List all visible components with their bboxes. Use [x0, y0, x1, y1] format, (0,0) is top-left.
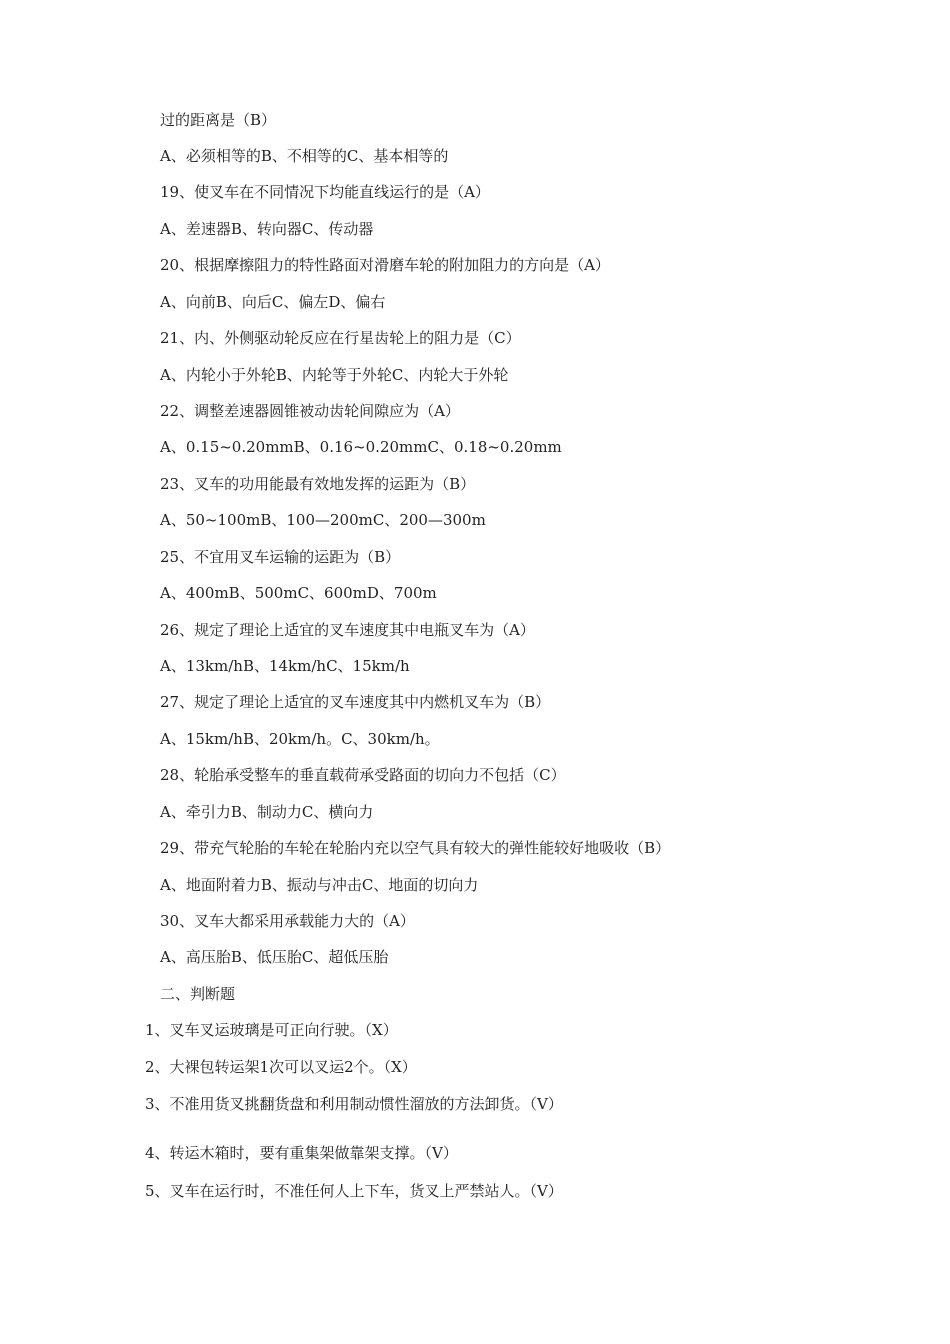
text-line: A、400mB、500mC、600mD、700m: [160, 584, 437, 602]
text-line: A、向前B、向后C、偏左D、偏右: [160, 293, 386, 311]
text-line: A、15km/hB、20km/h。C、30km/h。: [160, 730, 440, 748]
judgment-item: 4、转运木箱时，要有重集架做靠架支撑。（V）: [145, 1144, 458, 1162]
text-line: 21、内、外侧驱动轮反应在行星齿轮上的阻力是（C）: [160, 329, 521, 347]
text-line: 27、规定了理论上适宜的叉车速度其中内燃机叉车为（B）: [160, 693, 551, 711]
text-line: 过的距离是（B）: [160, 111, 277, 129]
text-line: A、13km/hB、14km/hC、15km/h: [160, 657, 410, 675]
text-line: A、地面附着力B、振动与冲击C、地面的切向力: [160, 876, 479, 894]
text-line: A、必须相等的B、不相等的C、基本相等的: [160, 147, 449, 165]
text-line: A、50~100mB、100—200mC、200—300m: [160, 511, 486, 529]
text-line: 20、根据摩擦阻力的特性路面对滑磨车轮的附加阻力的方向是（A）: [160, 256, 610, 274]
text-line: 30、叉车大都采用承载能力大的（A）: [160, 912, 415, 930]
text-line: 28、轮胎承受整车的垂直载荷承受路面的切向力不包括（C）: [160, 766, 566, 784]
text-line: A、差速器B、转向器C、传动器: [160, 220, 374, 238]
judgment-item: 2、大裸包转运架1次可以叉运2个。（X）: [145, 1058, 417, 1076]
text-line: A、高压胎B、低压胎C、超低压胎: [160, 948, 389, 966]
judgment-item: 3、不准用货叉挑翻货盘和利用制动惯性溜放的方法卸货。（V）: [145, 1095, 563, 1113]
text-line: 23、叉车的功用能最有效地发挥的运距为（B）: [160, 475, 476, 493]
judgment-item: 1、叉车叉运玻璃是可正向行驶。（X）: [145, 1021, 398, 1039]
section-heading: 二、判断题: [160, 985, 236, 1003]
text-line: 29、带充气轮胎的车轮在轮胎内充以空气具有较大的弹性能较好地吸收（B）: [160, 839, 671, 857]
text-line: 19、使叉车在不同情况下均能直线运行的是（A）: [160, 183, 490, 201]
text-line: 22、调整差速器圆锥被动齿轮间隙应为（A）: [160, 402, 460, 420]
judgment-item: 5、叉车在运行时，不准任何人上下车，货叉上严禁站人。（V）: [145, 1182, 563, 1200]
text-line: 26、规定了理论上适宜的叉车速度其中电瓶叉车为（A）: [160, 621, 535, 639]
text-line: 25、不宜用叉车运输的运距为（B）: [160, 548, 401, 566]
text-line: A、内轮小于外轮B、内轮等于外轮C、内轮大于外轮: [160, 366, 509, 384]
text-line: A、牵引力B、制动力C、横向力: [160, 803, 374, 821]
text-line: A、0.15~0.20mmB、0.16~0.20mmC、0.18~0.20mm: [160, 438, 562, 456]
